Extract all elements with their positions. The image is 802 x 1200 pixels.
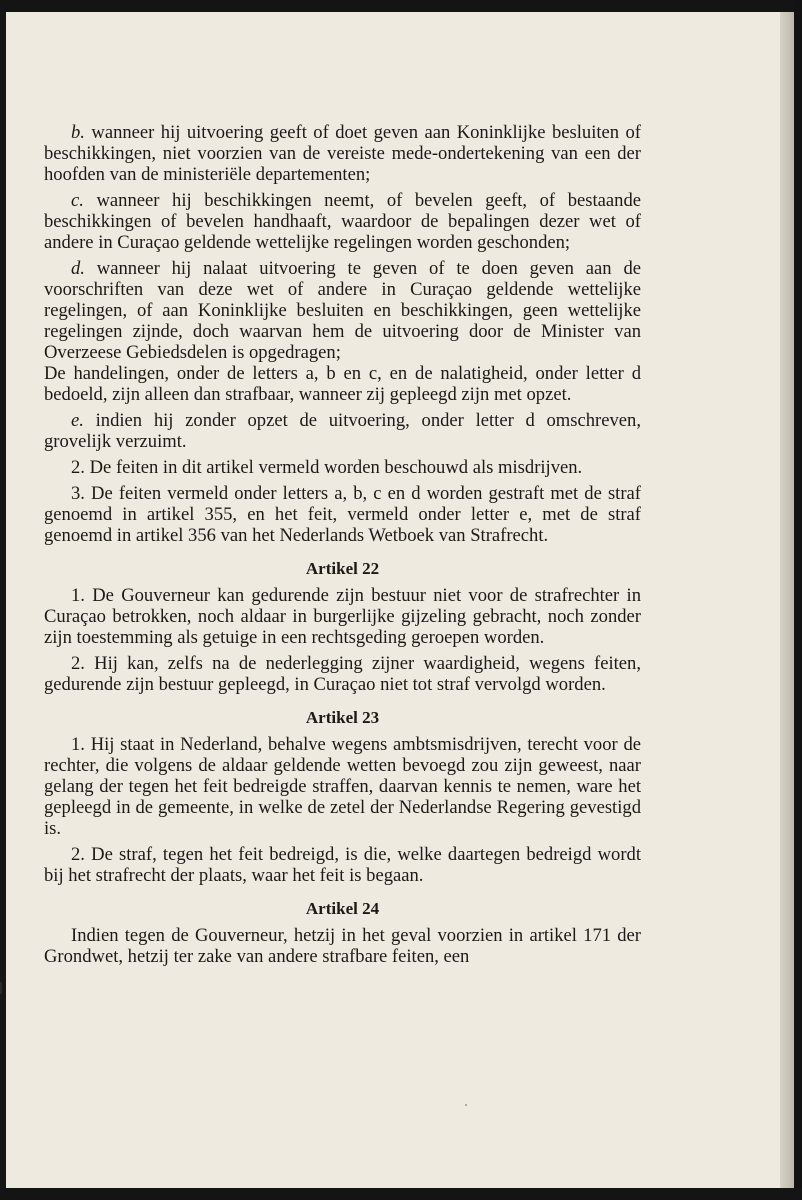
paragraph-label: c. xyxy=(71,190,84,211)
paragraph-2 xyxy=(44,457,641,478)
artikel-23-heading: Artikel 23 xyxy=(305,708,380,727)
paragraph-text: De straf, tegen het feit bedreigd, is die, welke daartegen bedreigd wordt bij het strafrecht der plaats, waar het feit is begaan. xyxy=(44,844,641,886)
paragraph-e xyxy=(44,410,641,452)
scan-border-right xyxy=(794,0,802,1200)
paragraph-text: Hij kan, zelfs na de nederlegging zijner waardigheid, wegens feiten, gedurende zijn bestuur gepleegd, in Curaçao niet tot straf vervolgd worden. xyxy=(44,653,641,695)
artikel-22-paragraph-1 xyxy=(44,585,641,648)
artikel-24-paragraph xyxy=(44,925,641,967)
scan-border-top xyxy=(0,0,802,12)
paragraph-text: wanneer hij uitvoering geeft of doet geven aan Koninklijke besluiten of beschikkingen, niet voorzien van de vereiste mede-ondertekening van een der hoofden van de ministeriële departementen; xyxy=(44,122,641,185)
paragraph-label: 3. xyxy=(71,483,85,504)
artikel-22-paragraph-2 xyxy=(44,653,641,695)
paragraph-label: 1. xyxy=(71,585,85,606)
artikel-23-paragraph-1 xyxy=(44,734,641,839)
paragraph-3 xyxy=(44,483,641,546)
paragraph-label: 1. xyxy=(71,734,85,755)
paragraph-text: De feiten vermeld onder letters a, b, c en d worden gestraft met de straf genoemd in artikel 355, en het feit, vermeld onder letter e, met de straf genoemd in artikel 356 van het Nederlands Wetboek van Strafrecht. xyxy=(44,483,641,546)
paragraph-text: wanneer hij nalaat uitvoering te geven of te doen geven aan de voorschriften van deze wet of andere in Curaçao geldende wettelijke regelingen, of aan Koninklijke besluiten en beschikkingen, geen wettelijke regelingen zijnde, doch waarvan hem de uitvoering door de Minister van Overzeese Gebiedsdelen is opgedragen; xyxy=(44,258,641,363)
paragraph-label: 2. xyxy=(71,653,85,674)
artikel-23-paragraph-2 xyxy=(44,844,641,886)
paragraph-c xyxy=(44,190,641,253)
scan-border-bottom xyxy=(0,1188,802,1200)
scan-speck xyxy=(465,1104,467,1106)
paragraph-label: 2. xyxy=(71,844,85,865)
artikel-24-heading: Artikel 24 xyxy=(305,899,380,918)
paragraph-handelingen xyxy=(44,363,641,405)
paragraph-text: Hij staat in Nederland, behalve wegens ambtsmisdrijven, terecht voor de rechter, die volgens de aldaar geldende wetten bevoegd zou zijn geweest, naar gelang der tegen het feit bedreigde straffen, daarvan kennis te nemen, ware het gepleegd in de gemeente, in welke de zetel der Nederlandse Regering gevestigd is. xyxy=(44,734,641,839)
paragraph-text: indien hij zonder opzet de uitvoering, onder letter d omschreven, grovelijk verzuimt. xyxy=(44,410,641,452)
paragraph-label: e. xyxy=(71,410,84,431)
paragraph-label: 2. xyxy=(71,457,85,478)
paragraph-text: wanneer hij beschikkingen neemt, of bevelen geeft, of bestaande beschikkingen of bevelen handhaaft, waardoor de bepalingen dezer wet of andere in Curaçao geldende wettelijke regelingen worden geschonden; xyxy=(44,190,641,253)
paragraph-text: De Gouverneur kan gedurende zijn bestuur niet voor de strafrechter in Curaçao betrokken, noch aldaar in burgerlijke gijzeling gebracht, noch zonder zijn toestemming als getuige in een rechtsgeding geroepen worden. xyxy=(44,585,641,648)
paragraph-text: De handelingen, onder de letters a, b en c, en de nalatigheid, onder letter d bedoeld, zijn alleen dan strafbaar, wanneer zij gepleegd zijn met opzet. xyxy=(44,363,641,405)
document-body xyxy=(44,122,641,972)
paragraph-label: b. xyxy=(71,122,85,143)
paragraph-text: Indien tegen de Gouverneur, hetzij in het geval voorzien in artikel 171 der Grondwet, hetzij ter zake van andere strafbare feiten, een xyxy=(44,925,641,967)
paragraph-text: De feiten in dit artikel vermeld worden beschouwd als misdrijven. xyxy=(89,457,583,478)
artikel-22-heading: Artikel 22 xyxy=(305,559,380,578)
scan-margin-mark xyxy=(0,982,2,994)
page-edge-shadow xyxy=(780,12,794,1188)
paragraph-label: d. xyxy=(71,258,85,279)
paragraph-d xyxy=(44,258,641,363)
paragraph-b xyxy=(44,122,641,185)
